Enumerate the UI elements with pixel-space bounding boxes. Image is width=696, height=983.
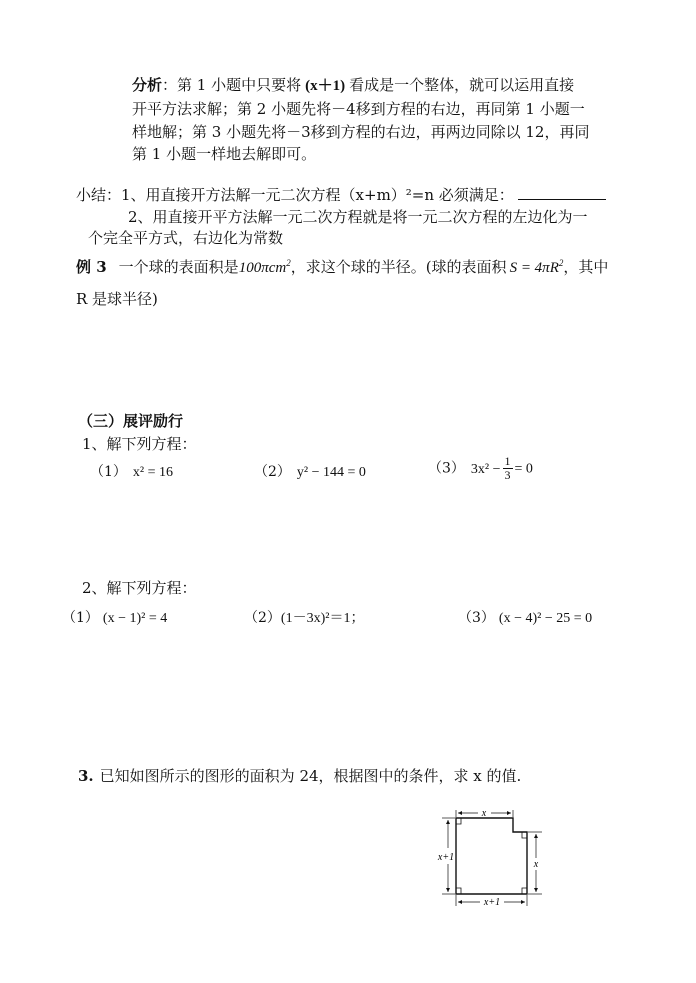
right-angle-marker: [456, 818, 461, 824]
example-label: 例 3: [76, 258, 107, 276]
fraction: $\frac{1}{3}$: [504, 454, 511, 482]
section-heading: （三）展评励行: [78, 412, 184, 430]
analysis-line-2: 开平方法求解；第 2 小题先将－4移到方程的右边，再同第 1 小题一: [132, 100, 585, 118]
label-bottom: x+1: [483, 897, 501, 908]
figure-outline: [456, 818, 527, 894]
example-3: 例 3 一个球的表面积是100πcm$^2$，求这个球的半径。(球的表面积 $S = 4\pi R^2$，其中: [76, 258, 609, 276]
q1-item-3: （3） 3x² − $\frac{1}{3}$ = 0: [428, 454, 533, 482]
analysis-line-3: 样地解；第 3 小题先将－3移到方程的右边，再两边同除以 12，再同: [132, 123, 590, 141]
answer-blank[interactable]: [518, 185, 606, 200]
right-angle-marker: [522, 888, 527, 894]
analysis-term: (x＋1): [305, 78, 346, 94]
geometry-figure: [428, 806, 552, 912]
q1-title: 1、解下列方程：: [82, 435, 197, 453]
label-left: x+1: [437, 852, 455, 863]
label-right: x: [533, 859, 539, 870]
right-angle-marker: [522, 832, 527, 838]
area-value: 100πcm$^2$: [238, 258, 291, 276]
analysis-line-1: 分析：第 1 小题中只要将 (x＋1) 看成是一个整体，就可以运用直接: [132, 76, 575, 94]
example-3-line-2: R 是球半径): [76, 290, 158, 308]
summary-line-1: 小结：1、用直接开方法解一元二次方程（x+m）²=n 必须满足：: [76, 184, 606, 205]
q2-item-1: （1） (x − 1)² = 4: [62, 610, 168, 626]
surface-formula: $S = 4\pi R^2$: [509, 258, 564, 276]
summary-line-3: 个完全平方式，右边化为常数: [88, 229, 284, 247]
q1-item-1: （1） x² = 16: [90, 464, 174, 480]
label-top: x: [481, 808, 487, 819]
analysis-line-4: 第 1 小题一样地去解即可。: [132, 145, 317, 163]
q2-item-3: （3） (x − 4)² − 25 = 0: [458, 610, 593, 626]
q3: 3. 已知如图所示的图形的面积为 24，根据图中的条件，求 x 的值.: [78, 767, 522, 785]
analysis-label: 分析: [132, 76, 163, 94]
q1-item-2: （2） y² − 144 = 0: [254, 464, 366, 480]
summary-line-2: 2、用直接开平方法解一元二次方程就是将一元二次方程的左边化为一: [128, 208, 588, 226]
q2-title: 2、解下列方程：: [82, 579, 197, 597]
q2-item-2: （2）(1－3x)²＝1；: [244, 610, 365, 626]
right-angle-marker: [456, 888, 461, 894]
